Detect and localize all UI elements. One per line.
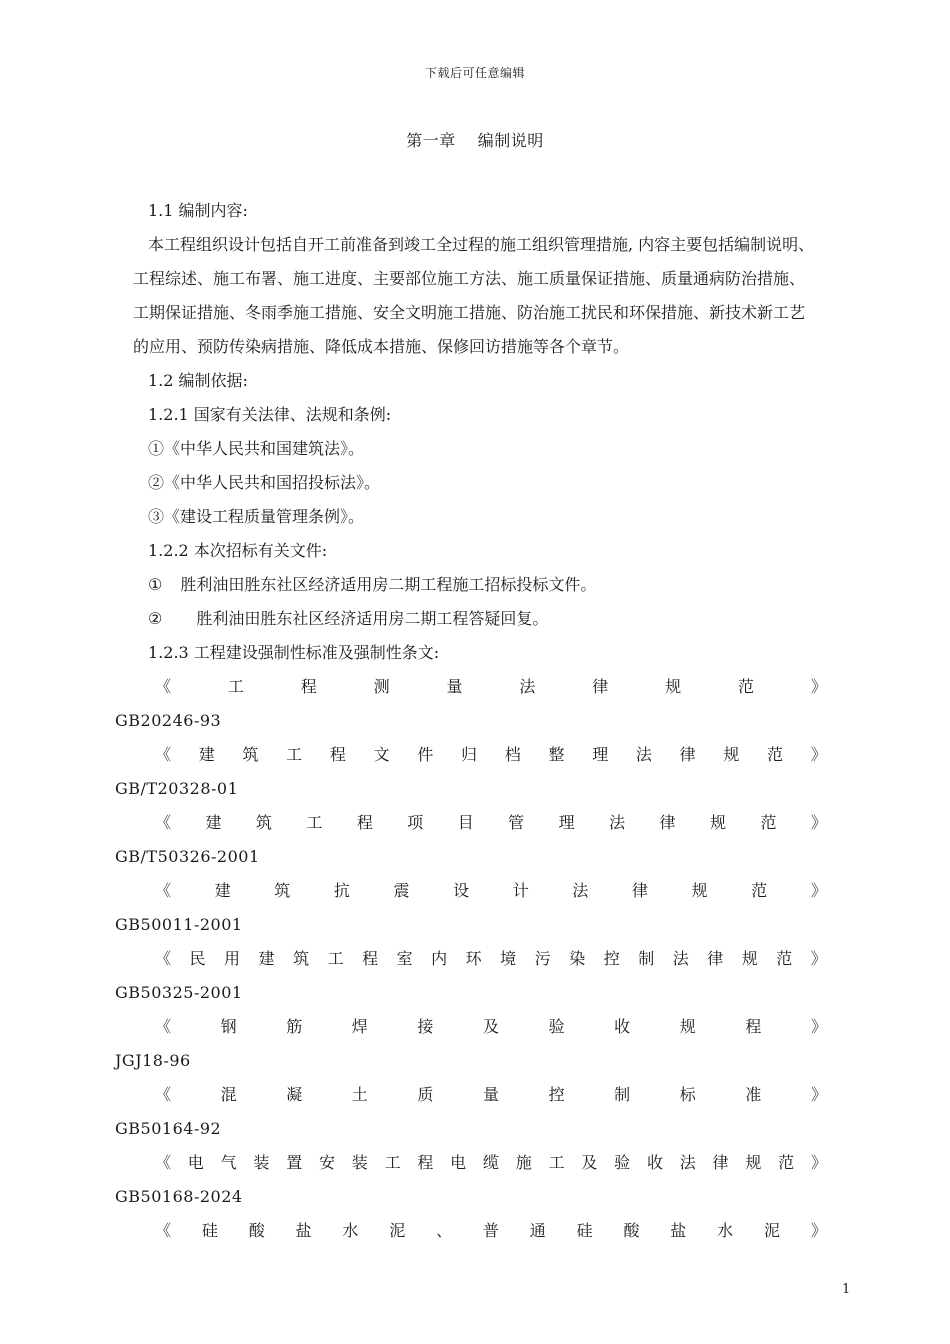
standard-title-char: 程 (362, 949, 379, 968)
standard-title-char: 工 (286, 745, 303, 764)
standard-title-char: 电 (187, 1153, 204, 1172)
standard-title-char: 范 (760, 813, 777, 832)
standard-title (115, 670, 831, 704)
standard-title-char: 量 (482, 1085, 499, 1104)
standard-title-char: 工 (327, 949, 344, 968)
standard-code: GB50011-2001 (115, 915, 243, 934)
standard-title-char: 环 (465, 949, 482, 968)
standard-title (115, 1214, 831, 1248)
standard-title (115, 942, 831, 976)
standard-title-char: 程 (417, 1153, 434, 1172)
standard-title-char: 程 (300, 677, 317, 696)
standard-title-char: 《 (155, 881, 172, 900)
standard-title-char: 建 (214, 881, 231, 900)
standard-title-char: 文 (373, 745, 390, 764)
standard-title-char: 》 (810, 949, 827, 968)
section-heading-1-2-3: 1.2.3 工程建设强制性标准及强制性条文: (148, 643, 440, 662)
doc-item (115, 568, 831, 602)
standards-list (115, 670, 831, 1248)
section-heading-1-2: 1.2 编制依据: (148, 371, 248, 390)
standard-title-char: 项 (407, 813, 424, 832)
standard-title-char: 境 (500, 949, 517, 968)
standard-code: GB/T50326-2001 (115, 847, 260, 866)
standard-title-char: 控 (603, 949, 620, 968)
standard-title-char: 法 (609, 813, 626, 832)
standard-title-char: 接 (417, 1017, 434, 1036)
standard-title-char: 建 (198, 745, 215, 764)
standard-title-char: 测 (373, 677, 390, 696)
standard-title-char: 》 (810, 677, 827, 696)
standard-title-char: 通 (529, 1221, 546, 1240)
standard-title-char: 工 (548, 1153, 565, 1172)
standard-title-char: 筑 (242, 745, 259, 764)
intro-line: 的应用、预防传染病措施、降低成本措施、保修回访措施等各个章节。 (133, 337, 630, 356)
standard-title-char: 规 (723, 745, 740, 764)
chapter-title (0, 128, 950, 151)
standard-title-char: 工 (227, 677, 244, 696)
standard-title-char: 律 (712, 1153, 729, 1172)
doc-item-mark: ② (148, 609, 163, 628)
standard-title-char: 计 (512, 881, 529, 900)
standard-title-char: 《 (155, 1153, 172, 1172)
standard-code: GB20246-93 (115, 711, 222, 730)
standard-title-char: 及 (482, 1017, 499, 1036)
standard-title-char: 普 (482, 1221, 499, 1240)
standard-title-char: 件 (417, 745, 434, 764)
standard-title-char: 范 (778, 1153, 795, 1172)
page-number: 1 (842, 1282, 851, 1297)
standard-title-char: 施 (515, 1153, 532, 1172)
doc-item-mark: ① (148, 575, 163, 594)
standard-title-char: 《 (155, 677, 172, 696)
standard-title-char: 酸 (248, 1221, 265, 1240)
standard-code: GB50325-2001 (115, 983, 243, 1002)
standard-title-char: 用 (224, 949, 241, 968)
standard-title-char: 盐 (670, 1221, 687, 1240)
standard-title-char: 、 (436, 1221, 453, 1240)
standard-title-char: 律 (659, 813, 676, 832)
standard-title-char: 规 (691, 881, 708, 900)
standard-title (115, 1146, 831, 1180)
standard-title-char: 法 (672, 949, 689, 968)
standard-code: GB50164-92 (115, 1119, 222, 1138)
standard-title-char: 法 (635, 745, 652, 764)
standard-title-char: 》 (810, 1085, 827, 1104)
standard-title-char: 》 (810, 1221, 827, 1240)
standard-title-char: 程 (329, 745, 346, 764)
standard-title-char: 酸 (623, 1221, 640, 1240)
standard-title-char: 律 (592, 677, 609, 696)
standard-title-char: 规 (679, 1017, 696, 1036)
standard-title (115, 738, 831, 772)
standard-title-char: 装 (253, 1153, 270, 1172)
standard-title-char: 《 (155, 1085, 172, 1104)
standard-title-char: 凝 (286, 1085, 303, 1104)
standard-title-char: 《 (155, 745, 172, 764)
standard-title-char: 验 (614, 1153, 631, 1172)
standard-title-char: 民 (189, 949, 206, 968)
standard-title-char: 准 (745, 1085, 762, 1104)
section-heading-1-1: 1.1 编制内容: (148, 201, 248, 220)
intro-line: 本工程组织设计包括自开工前准备到竣工全过程的施工组织管理措施, 内容主要包括编制说明、 (148, 235, 815, 254)
standard-title-char: 法 (572, 881, 589, 900)
standard-title-char: 气 (220, 1153, 237, 1172)
standard-title-char: 收 (646, 1153, 663, 1172)
standard-title-char: 土 (351, 1085, 368, 1104)
standard-title-char: 装 (351, 1153, 368, 1172)
standard-title-char: 律 (679, 745, 696, 764)
document-body (115, 194, 831, 1248)
standard-title-char: 律 (707, 949, 724, 968)
standard-title-char: 筑 (255, 813, 272, 832)
law-item: ②《中华人民共和国招投标法》。 (148, 473, 381, 492)
standard-title-char: 规 (665, 677, 682, 696)
standard-title-char: 电 (450, 1153, 467, 1172)
standard-title (115, 874, 831, 908)
standard-title-char: 钢 (220, 1017, 237, 1036)
standard-title (115, 1078, 831, 1112)
intro-line: 工程综述、施工布署、施工进度、主要部位施工方法、施工质量保证措施、质量通病防治措施、 (133, 269, 806, 288)
doc-item-text: 胜利油田胜东社区经济适用房二期工程施工招标投标文件。 (180, 575, 597, 594)
standard-title-char: 质 (417, 1085, 434, 1104)
standard-title-char: 水 (717, 1221, 734, 1240)
standard-title-char: 缆 (482, 1153, 499, 1172)
standard-title-char: 制 (614, 1085, 631, 1104)
standard-title-char: 》 (810, 813, 827, 832)
standard-title-char: 归 (461, 745, 478, 764)
law-item: ③《建设工程质量管理条例》。 (148, 507, 365, 526)
standard-title-char: 法 (679, 1153, 696, 1172)
standard-title-char: 范 (751, 881, 768, 900)
standard-title-char: 标 (679, 1085, 696, 1104)
law-item: ①《中华人民共和国建筑法》。 (148, 439, 365, 458)
standard-title-char: 范 (738, 677, 755, 696)
standard-title-char: 目 (457, 813, 474, 832)
standard-title-char: 程 (356, 813, 373, 832)
standard-title-char: 控 (548, 1085, 565, 1104)
standard-title-char: 整 (548, 745, 565, 764)
section-heading-1-2-2: 1.2.2 本次招标有关文件: (148, 541, 328, 560)
standard-title-char: 量 (446, 677, 463, 696)
standard-title-char: 建 (205, 813, 222, 832)
standard-title-char: 工 (384, 1153, 401, 1172)
standard-title-char: 混 (220, 1085, 237, 1104)
standard-title-char: 硅 (576, 1221, 593, 1240)
standard-title-char: 管 (508, 813, 525, 832)
standard-title-char: 震 (393, 881, 410, 900)
standard-title-char: 染 (569, 949, 586, 968)
standard-title-char: 》 (810, 1153, 827, 1172)
standard-title-char: 筑 (293, 949, 310, 968)
standard-code: JGJ18-96 (115, 1051, 191, 1070)
standard-title-char: 及 (581, 1153, 598, 1172)
standard-title-char: 档 (504, 745, 521, 764)
standard-title-char: 内 (431, 949, 448, 968)
standard-title-char: 《 (155, 1221, 172, 1240)
standard-title-char: 《 (155, 813, 172, 832)
standard-title-char: 规 (709, 813, 726, 832)
standard-title-char: 安 (318, 1153, 335, 1172)
standard-title-char: 范 (776, 949, 793, 968)
standard-title-char: 》 (810, 745, 827, 764)
standard-code: GB50168-2024 (115, 1187, 243, 1206)
standard-title-char: 建 (258, 949, 275, 968)
doc-item (115, 602, 831, 636)
standard-title-char: 》 (810, 1017, 827, 1036)
standard-title-char: 法 (519, 677, 536, 696)
standard-title-char: 置 (286, 1153, 303, 1172)
standard-title-char: 范 (767, 745, 784, 764)
standard-title-char: 污 (534, 949, 551, 968)
standard-title-char: 室 (396, 949, 413, 968)
standard-title-char: 验 (548, 1017, 565, 1036)
standard-title (115, 806, 831, 840)
standard-title-char: 水 (342, 1221, 359, 1240)
standard-title-char: 理 (592, 745, 609, 764)
section-heading-1-2-1: 1.2.1 国家有关法律、法规和条例: (148, 405, 392, 424)
standard-title-char: 筑 (274, 881, 291, 900)
standard-title-char: 》 (810, 881, 827, 900)
standard-title-char: 规 (741, 949, 758, 968)
standard-title-char: 设 (453, 881, 470, 900)
standard-title-char: 律 (632, 881, 649, 900)
standard-title-char: 泥 (389, 1221, 406, 1240)
standard-code: GB/T20328-01 (115, 779, 239, 798)
standard-title-char: 收 (614, 1017, 631, 1036)
doc-item-text: 胜利油田胜东社区经济适用房二期工程答疑回复。 (196, 609, 549, 628)
standard-title-char: 制 (638, 949, 655, 968)
standard-title-char: 抗 (333, 881, 350, 900)
standard-title-char: 工 (306, 813, 323, 832)
chapter-number: 第一章 (406, 131, 456, 150)
standard-title-char: 《 (155, 1017, 172, 1036)
standard-title-char: 程 (745, 1017, 762, 1036)
standard-title-char: 《 (155, 949, 172, 968)
standard-title-char: 理 (558, 813, 575, 832)
chapter-name: 编制说明 (477, 131, 544, 150)
standard-title-char: 盐 (295, 1221, 312, 1240)
standard-title (115, 1010, 831, 1044)
standard-title-char: 泥 (763, 1221, 780, 1240)
intro-line: 工期保证措施、冬雨季施工措施、安全文明施工措施、防治施工扰民和环保措施、新技术新工艺 (133, 303, 806, 322)
page-header: 下载后可任意编辑 (424, 66, 525, 80)
standard-title-char: 硅 (201, 1221, 218, 1240)
standard-title-char: 焊 (351, 1017, 368, 1036)
standard-title-char: 筋 (286, 1017, 303, 1036)
standard-title-char: 规 (745, 1153, 762, 1172)
